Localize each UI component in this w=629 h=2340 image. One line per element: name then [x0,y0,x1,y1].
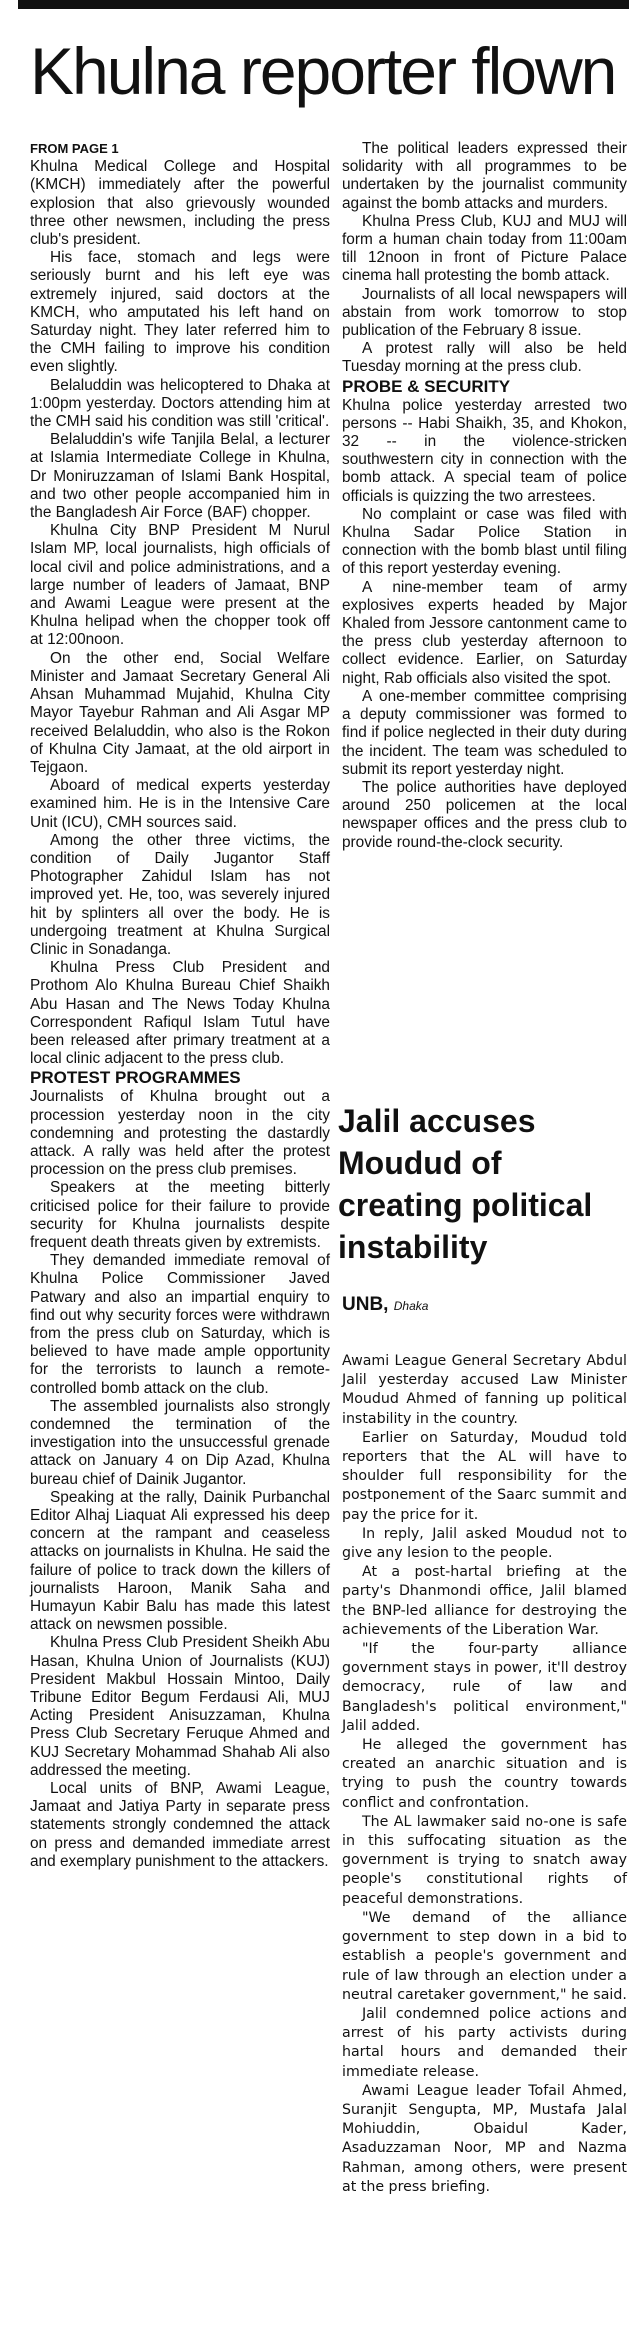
body-paragraph: Local units of BNP, Awami League, Jamaat and Jatiya Party in separate press statements strongly condemned the attack on press and demanded immediate arrest and exemplary punishment to the attackers. [30,1780,330,1870]
body-paragraph: No complaint or case was filed with Khulna Sadar Police Station in connection with the bomb blast until filing of this report yesterday evening. [342,505,627,578]
second-article-body [342,1352,627,2197]
body-paragraph: Speakers at the meeting bitterly criticised police for their failure to provide security for Khulna journalists despite frequent death threats given by extremists. [30,1179,330,1251]
body-paragraph: "We demand of the alliance government to step down in a bid to establish a people's government and rule of law through an election under a neutral caretaker government," he said. [342,1909,627,2003]
body-paragraph: Jalil condemned police actions and arrest of his party activists during hartal hours and demanded their immediate release. [342,2005,627,2080]
body-paragraph: Awami League leader Tofail Ahmed, Suranjit Sengupta, MP, Mustafa Jalal Mohiuddin, Obaidul Kader, Asaduzzaman Noor, MP and Nazma Rahman, among others, were present at the press briefing. [342,2082,627,2195]
body-paragraph: A one-member committee comprising a deputy commissioner was formed to find if police neglected in their duty during the incident. The team was scheduled to submit its report yesterday night. [342,687,627,778]
body-paragraph: Journalists of all local newspapers will abstain from work tomorrow to stop publication of the February 8 issue. [342,285,627,340]
body-paragraph: His face, stomach and legs were seriously burnt and his left eye was extremely injured, said doctors at the KMCH, who amputated his left hand on Saturday night. They later referred him to the CMH failing to improve his condition even slightly. [30,249,330,376]
body-paragraph: Khulna Press Club President and Prothom Alo Khulna Bureau Chief Shaikh Abu Hasan and The News Today Khulna Correspondent Rafiqul Islam Tutul have been released after primary treatment at a local clinic adjacent to the press club. [30,959,330,1068]
body-paragraph: He alleged the government has created an anarchic situation and is trying to push the country towards conflict and confrontation. [342,1737,627,1811]
body-paragraph: Belaluddin's wife Tanjila Belal, a lecturer at Islamia Intermediate College in Khulna, Dr Moniruzzaman of Islami Bank Hospital, and two other people accompanied him in the Bangladesh Air Force (BAF) chopper. [30,431,330,522]
body-paragraph: A protest rally will also be held Tuesday morning at the press club. [342,340,627,376]
body-paragraph: Speaking at the rally, Dainik Purbanchal Editor Alhaj Liaquat Ali expressed his deep concern at the rampant and ceaseless attacks on journalists in Khulna. He said the failure of police to track down the killers of journalists Haroon, Manik Saha and Humayun Kabir Balu has made this latest attack on newsmen possible. [30,1488,330,1634]
body-paragraph: They demanded immediate removal of Khulna Police Commissioner Javed Patwary and also an impartial enquiry to find out why security forces were withdrawn from the press club on Saturday, which is believed to have made ample opportunity for the terrorists to launch a remote-controlled bomb attack on the club. [30,1252,330,1397]
body-paragraph: Aboard of medical experts yesterday examined him. He is in the Intensive Care Unit (ICU), CMH sources said. [30,777,330,831]
body-paragraph: The AL lawmaker said no-one is safe in this suffocating situation as the government is trying to snatch away people's constitutional rights of peaceful demonstrations. [342,1813,627,1907]
body-paragraph: Earlier on Saturday, Moudud told reporters that the AL will have to shoulder full responsibility for the postponement of the Saarc summit and pay the price for it. [342,1429,627,1523]
body-paragraph: In reply, Jalil asked Moudud not to give any lesion to the people. [342,1525,627,1562]
article-intro-paragraph [30,140,330,249]
body-paragraph: Khulna Press Club, KUJ and MUJ will form a human chain today from 11:00am till 12noon in front of Picture Palace cinema hall protesting the bomb attack. [342,212,627,285]
second-article-headline: Jalil accuses Moudud of creating political instability [338,1103,593,1265]
byline [342,1294,428,1316]
body-paragraph: Among the other three victims, the condition of Daily Jugantor Staff Photographer Zahidul Islam has not improved yet. He, too, was severely injured hit by splinters all over the body. He is undergoing treatment at Khulna Surgical Clinic in Sonadanga. [30,831,330,958]
body-paragraph: Khulna Press Club President Sheikh Abu Hasan, Khulna Union of Journalists (KUJ) President Makbul Hossain Mintoo, Daily Tribune Editor Begum Ferdausi Ali, MUJ Acting President Anisuzzaman, Khulna Press Club Secretary Feruque Ahmed and KUJ Secretary Mohammad Shahab Ali also addressed the meeting. [30,1634,330,1779]
body-paragraph: On the other end, Social Welfare Minister and Jamaat Secretary General Ali Ahsan Muhammad Mujahid, Khulna City Mayor Tayebur Rahman and Ali Asgar MP received Belaluddin, who also is the Rokon of Khulna City Jamaat, at the old airport in Tejgaon. [30,649,330,776]
subhead-protest: PROTEST PROGRAMMES [30,1068,241,1088]
from-page-kicker: FROM PAGE 1 [30,141,119,156]
body-paragraph: The political leaders expressed their solidarity with all programmes to be undertaken by the journalist community against the bomb attacks and murders. [342,140,627,212]
body-paragraph: Awami League General Secretary Abdul Jalil yesterday accused Law Minister Moudud Ahmed of fanning up political instability in the country. [342,1353,627,1427]
article-column-2 [342,140,627,852]
body-paragraph: Khulna police yesterday arrested two persons -- Habi Shaikh, 35, and Khokon, 32 -- in the violence-stricken southwestern city in connection with the bomb attack. A special team of police officials is quizzing the two arrestees. [342,396,627,505]
body-paragraph: The police authorities have deployed around 250 policemen at the local newspaper offices and the press club to provide round-the-clock security. [342,778,627,851]
byline-agency: UNB, [342,1294,389,1315]
body-paragraph: The assembled journalists also strongly condemned the termination of the investigation into the unsuccessful grenade attack on January 4 on Dip Azad, Khulna bureau chief of Dainik Jugantor. [30,1397,330,1488]
body-paragraph: Khulna City BNP President M Nurul Islam MP, local journalists, high officials of local civil and police administrations, and a large number of leaders of Jamaat, BNP and Awami League were present at the Khulna helipad when the chopper took off at 12:00noon. [30,522,330,649]
top-rule [18,0,629,9]
body-paragraph: At a post-hartal briefing at the party's Dhanmondi office, Jalil blamed the BNP-led alliance for destroying the achievements of the Liberation War. [342,1564,627,1638]
body-paragraph: "If the four-party alliance government stays in power, it'll destroy democracy, rule of law and Bangladesh's political environment," Jalil added. [342,1641,627,1734]
article-headline: Khulna reporter flown [30,34,616,108]
subhead-probe: PROBE & SECURITY [342,376,511,396]
article-column-1 [30,140,330,1871]
body-paragraph: Journalists of Khulna brought out a procession yesterday noon in the city condemning and protesting the dastardly attack. A rally was held after the protest procession on the press club premises. [30,1088,330,1179]
body-paragraph: Belaluddin was helicoptered to Dhaka at 1:00pm yesterday. Doctors attending him at the CMH said his condition was still 'critical'. [30,376,330,431]
intro-text: Khulna Medical College and Hospital (KMCH) immediately after the powerful explosion that also grievously wounded three other newsmen, including the press club's president. [30,158,330,249]
byline-city: Dhaka [393,1299,429,1313]
body-paragraph: A nine-member team of army explosives experts headed by Major Khaled from Jessore cantonment came to the press club yesterday afternoon to collect evidence. Earlier, on Saturday night, Rab officials also visited the spot. [342,578,627,687]
